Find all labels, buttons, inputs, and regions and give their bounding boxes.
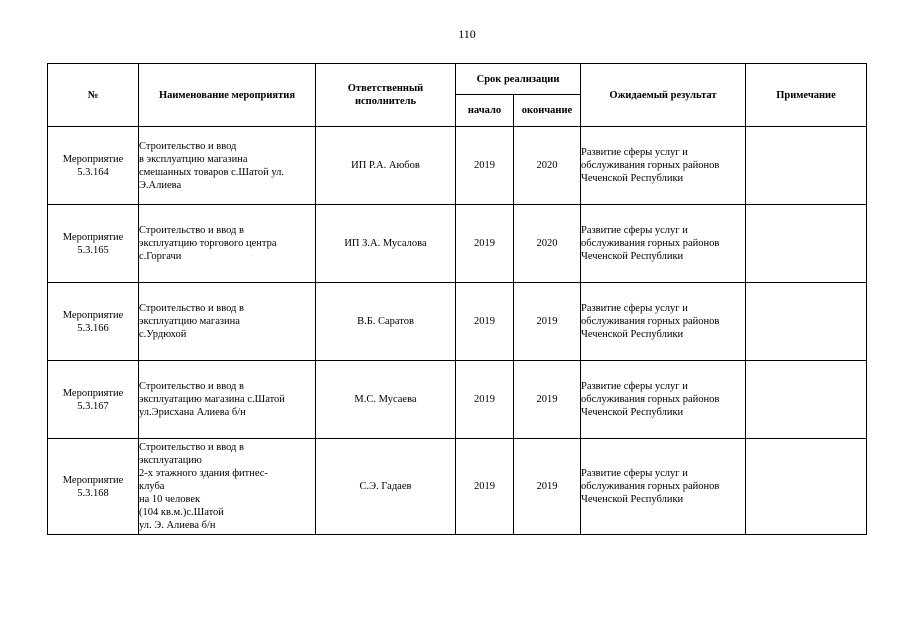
measure-name-cell-line: (104 кв.м.)с.Шатой — [139, 507, 224, 518]
measures-table — [47, 63, 867, 535]
table-row — [48, 439, 867, 535]
expected-result-cell-line: Развитие сферы услуг и — [581, 303, 688, 314]
measure-name-cell-line: эксплуатацию — [139, 455, 202, 466]
expected-result-cell-line: Развитие сферы услуг и — [581, 468, 688, 479]
header-start: начало — [456, 95, 514, 127]
expected-result-cell-line: обслуживания горных районов — [581, 316, 720, 327]
header-result: Ожидаемый результат — [581, 64, 746, 127]
start-year-cell: 2019 — [456, 361, 514, 439]
measure-name-cell — [139, 439, 316, 535]
measure-name-cell-line: ул.Эрисхана Алиева б/н — [139, 407, 246, 418]
start-year-cell: 2019 — [456, 205, 514, 283]
end-year-cell: 2020 — [514, 205, 581, 283]
end-year-cell: 2019 — [514, 283, 581, 361]
measure-number-cell-line: Мероприятие — [62, 231, 124, 243]
executor-cell: ИП Р.А. Аюбов — [316, 127, 456, 205]
expected-result-cell — [581, 127, 746, 205]
table-row — [48, 205, 867, 283]
note-cell — [746, 361, 867, 439]
executor-cell: С.Э. Гадаев — [316, 439, 456, 535]
table-body — [48, 127, 867, 535]
executor-cell: В.Б. Саратов — [316, 283, 456, 361]
header-executor: Ответственный исполнитель — [316, 64, 456, 127]
measure-number-cell — [48, 205, 139, 283]
start-year-cell: 2019 — [456, 439, 514, 535]
expected-result-cell-line: обслуживания горных районов — [581, 160, 720, 171]
table-row — [48, 127, 867, 205]
expected-result-cell-line: Развитие сферы услуг и — [581, 225, 688, 236]
measure-name-cell — [139, 127, 316, 205]
measure-name-cell-line: с.Урдюхой — [139, 329, 187, 340]
header-name: Наименование мероприятия — [139, 64, 316, 127]
table-row — [48, 361, 867, 439]
start-year-cell: 2019 — [456, 127, 514, 205]
measure-name-cell — [139, 283, 316, 361]
measure-number-cell-line: 5.3.165 — [77, 244, 109, 256]
header-row — [48, 64, 867, 95]
expected-result-cell-line: Чеченской Республики — [581, 407, 684, 418]
measure-number-cell-line: Мероприятие — [62, 153, 124, 165]
measure-number-cell — [48, 361, 139, 439]
measure-number-cell-line: Мероприятие — [62, 387, 124, 399]
expected-result-cell-line: обслуживания горных районов — [581, 394, 720, 405]
measure-number-cell — [48, 439, 139, 535]
measure-name-cell-line: Строительство и ввод в — [139, 381, 244, 392]
measure-number-cell — [48, 283, 139, 361]
measure-name-cell-line: 2-х этажного здания фитнес- — [139, 468, 268, 479]
measure-name-cell-line: Строительство и ввод в — [139, 225, 244, 236]
measure-number-cell — [48, 127, 139, 205]
expected-result-cell-line: Развитие сферы услуг и — [581, 147, 688, 158]
expected-result-cell — [581, 283, 746, 361]
expected-result-cell — [581, 205, 746, 283]
measure-number-cell-line: 5.3.167 — [77, 400, 109, 412]
expected-result-cell-line: Чеченской Республики — [581, 494, 684, 505]
measure-name-cell-line: эксплуатцию магазина — [139, 316, 240, 327]
measure-name-cell-line: ул. Э. Алиева б/н — [139, 520, 216, 531]
header-period: Срок реализации — [456, 64, 581, 95]
measure-number-cell-line: Мероприятие — [62, 309, 124, 321]
header-number: № — [48, 64, 139, 127]
measure-name-cell-line: Строительство и ввод в — [139, 442, 244, 453]
executor-cell: ИП З.А. Мусалова — [316, 205, 456, 283]
expected-result-cell — [581, 439, 746, 535]
measure-name-cell-line: смешанных товаров с.Шатой ул. — [139, 166, 285, 178]
measure-name-cell-line: эксплуатцию торгового центра — [139, 238, 277, 249]
expected-result-cell-line: обслуживания горных районов — [581, 238, 720, 249]
measure-number-cell-line: 5.3.168 — [77, 487, 109, 499]
end-year-cell: 2020 — [514, 127, 581, 205]
header-end: окончание — [514, 95, 581, 127]
expected-result-cell-line: Чеченской Республики — [581, 173, 684, 184]
measure-name-cell-line: Строительство и ввод в — [139, 303, 244, 314]
expected-result-cell — [581, 361, 746, 439]
measure-number-cell-line: 5.3.164 — [77, 166, 109, 178]
measure-name-cell-line: эксплуатацию магазина с.Шатой — [139, 394, 285, 405]
measure-name-cell-line: Строительство и ввод — [139, 140, 237, 152]
header-note: Примечание — [746, 64, 867, 127]
expected-result-cell-line: Развитие сферы услуг и — [581, 381, 688, 392]
measure-name-cell-line: клуба — [139, 481, 165, 492]
end-year-cell: 2019 — [514, 439, 581, 535]
measure-number-cell-line: Мероприятие — [62, 474, 124, 486]
note-cell — [746, 205, 867, 283]
measure-number-cell-line: 5.3.166 — [77, 322, 109, 334]
measure-name-cell-line: с.Горгачи — [139, 251, 182, 262]
expected-result-cell-line: Чеченской Республики — [581, 329, 684, 340]
page-number: 110 — [458, 27, 476, 41]
table-row — [48, 283, 867, 361]
start-year-cell: 2019 — [456, 283, 514, 361]
expected-result-cell-line: обслуживания горных районов — [581, 481, 720, 492]
end-year-cell: 2019 — [514, 361, 581, 439]
measure-name-cell-line: Э.Алиева — [139, 179, 182, 191]
expected-result-cell-line: Чеченской Республики — [581, 251, 684, 262]
measure-name-cell-line: на 10 человек — [139, 494, 201, 505]
note-cell — [746, 283, 867, 361]
note-cell — [746, 439, 867, 535]
note-cell — [746, 127, 867, 205]
executor-cell: М.С. Мусаева — [316, 361, 456, 439]
measure-name-cell-line: в эксплуатцию магазина — [139, 153, 248, 165]
measure-name-cell — [139, 205, 316, 283]
measure-name-cell — [139, 361, 316, 439]
